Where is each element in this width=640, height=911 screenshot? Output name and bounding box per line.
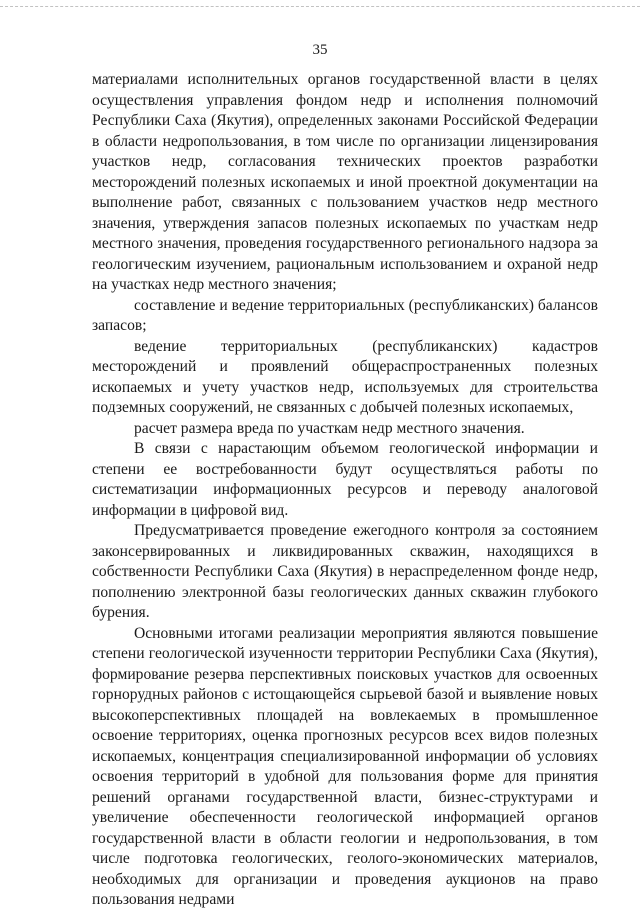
paragraph-continuation: материалами исполнительных органов государственной власти в целях осуществления управления фондом недр и исполнения полномочий Республики Саха (Якутия), определенных законами Российской Федерации в области недропользования, в том числе по организации лицензирования участков недр, согласования технических проектов разработки месторождений полезных ископаемых и иной проектной документации на выполнение работ, связанных с пользованием участков недр местного значения, утверждения запасов полезных ископаемых по участкам недр местного значения, проведения государственного регионального надзора за геологическим изучением, рациональным использованием и охраной недр на участках недр местного значения;	[92, 71, 598, 293]
paragraph-results: Основными итогами реализации мероприятия являются повышение степени геологической изученности территории Республики Саха (Якутия), формирование резерва перспективных поисковых участков для освоенных горнорудных районов с истощающейся сырьевой базой и выявление новых высокоперспективных площадей на вовлекаемых в промышленное освоение территориях, оценка прогнозных ресурсов всех видов полезных ископаемых, концентрация специализированной информации об условиях освоения территорий в удобной для пользования форме для принятия решений органами государственной власти, бизнес-структурами и увеличение обеспеченности геологической информацией органов государственной власти в области геологии и недропользования, в том числе подготовка геологических, геолого-экономических материалов, необходимых для организации и проведения аукционов на право пользования недрами	[92, 624, 598, 908]
paragraph-cadastres: ведение территориальных (республиканских) кадастров месторождений и проявлений общераспространенных полезных ископаемых и учету участков недр, используемых для строительства подземных сооружений, не связанных с добычей полезных ископаемых,	[92, 337, 598, 416]
paragraph-digitization: В связи с нарастающим объемом геологической информации и степени ее востребованности будут осуществляться работы по систематизации информационных ресурсов и переводу аналоговой информации в цифровой вид.	[92, 440, 598, 519]
page-number: 35	[312, 42, 328, 58]
document-body	[92, 70, 598, 911]
scan-edge-line	[0, 6, 640, 8]
paragraph-damage-calc: расчет размера вреда по участкам недр местного значения.	[134, 419, 525, 437]
paragraph-balances: составление и ведение территориальных (республиканских) балансов запасов;	[92, 296, 598, 334]
paragraph-well-control: Предусматривается проведение ежегодного контроля за состоянием законсервированных и ликвидированных скважин, находящихся в собственности Республики Саха (Якутия) в нераспределенном фонде недр, пополнению электронной базы геологических данных скважин глубокого бурения.	[92, 522, 598, 621]
